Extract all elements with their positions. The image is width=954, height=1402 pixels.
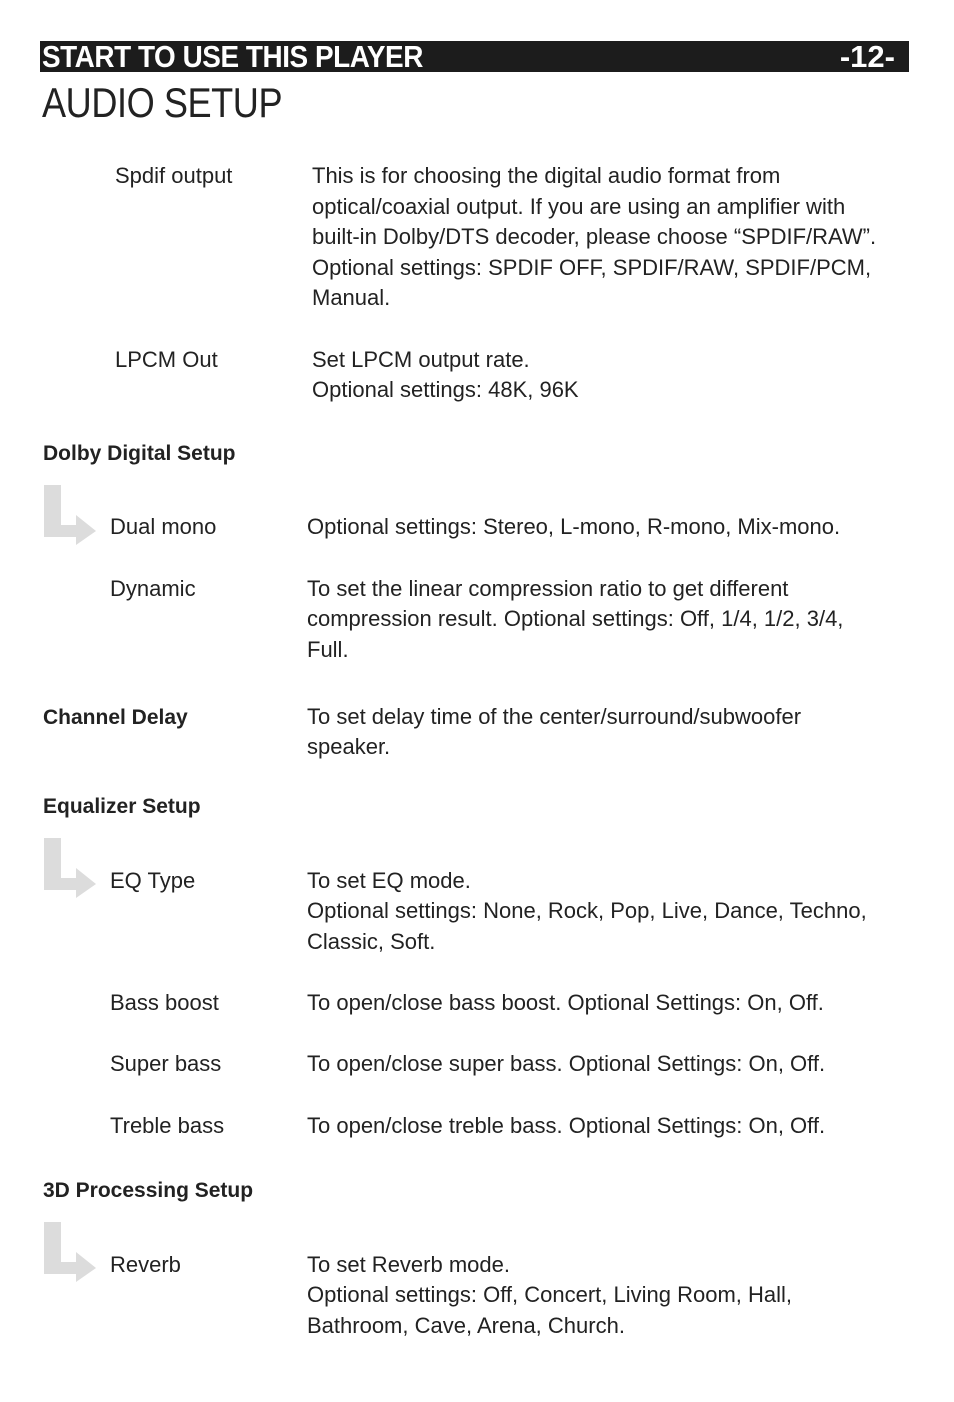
- eq-type-desc-line-1: To set EQ mode.: [307, 868, 471, 893]
- spdif-label: Spdif output: [115, 163, 233, 188]
- channel-delay-desc-line-1: To set delay time of the center/surround/subwoofer: [307, 704, 802, 729]
- section-title: START TO USE THIS PLAYER: [42, 39, 423, 74]
- page-title: AUDIO SETUP: [42, 79, 283, 126]
- equalizer-heading: Equalizer Setup: [43, 795, 201, 818]
- reverb-label: Reverb: [110, 1252, 181, 1277]
- treble-bass-label: Treble bass: [110, 1113, 225, 1138]
- eq-type-desc-line-3: Classic, Soft.: [307, 929, 436, 954]
- spdif-desc-line-5: Manual.: [312, 285, 391, 310]
- channel-delay-desc-line-2: speaker.: [307, 734, 391, 759]
- super-bass-desc-line-1: To open/close super bass. Optional Settings: On, Off.: [307, 1051, 826, 1076]
- spdif-desc-line-1: This is for choosing the digital audio format from: [312, 163, 781, 188]
- page-number: -12-: [839, 39, 895, 74]
- bass-boost-label: Bass boost: [110, 990, 219, 1015]
- eq-type-label: EQ Type: [110, 868, 196, 893]
- dynamic-label: Dynamic: [110, 576, 196, 601]
- dual-mono-desc-line-1: Optional settings: Stereo, L-mono, R-mono, Mix-mono.: [307, 514, 841, 539]
- 3d-processing-heading: 3D Processing Setup: [43, 1179, 254, 1202]
- lpcm-label: LPCM Out: [115, 347, 218, 372]
- super-bass-label: Super bass: [110, 1051, 222, 1076]
- reverb-desc-line-2: Optional settings: Off, Concert, Living Room, Hall,: [307, 1282, 793, 1307]
- bass-boost-desc-line-1: To open/close bass boost. Optional Settings: On, Off.: [307, 990, 824, 1015]
- spdif-desc-line-4: Optional settings: SPDIF OFF, SPDIF/RAW, SPDIF/PCM,: [312, 255, 872, 280]
- channel-delay-heading: Channel Delay: [43, 706, 188, 729]
- lpcm-desc-line-1: Set LPCM output rate.: [312, 347, 530, 372]
- dynamic-desc-line-3: Full.: [307, 637, 349, 662]
- spdif-desc-line-2: optical/coaxial output. If you are using an amplifier with: [312, 194, 846, 219]
- eq-type-desc-line-2: Optional settings: None, Rock, Pop, Live, Dance, Techno,: [307, 898, 867, 923]
- spdif-desc-line-3: built-in Dolby/DTS decoder, please choose “SPDIF/RAW”.: [312, 224, 877, 249]
- dynamic-desc-line-2: compression result. Optional settings: Off, 1/4, 1/2, 3/4,: [307, 606, 844, 631]
- dynamic-desc-line-1: To set the linear compression ratio to get different: [307, 576, 789, 601]
- sub-item-arrow-icon: [44, 485, 96, 545]
- treble-bass-desc-line-1: To open/close treble bass. Optional Settings: On, Off.: [307, 1113, 826, 1138]
- dual-mono-label: Dual mono: [110, 514, 217, 539]
- header-bar: [40, 41, 909, 72]
- sub-item-arrow-icon: [44, 1222, 96, 1282]
- reverb-desc-line-3: Bathroom, Cave, Arena, Church.: [307, 1313, 625, 1338]
- lpcm-desc-line-2: Optional settings: 48K, 96K: [312, 377, 579, 402]
- reverb-desc-line-1: To set Reverb mode.: [307, 1252, 510, 1277]
- dolby-digital-heading: Dolby Digital Setup: [43, 442, 236, 465]
- sub-item-arrow-icon: [44, 838, 96, 898]
